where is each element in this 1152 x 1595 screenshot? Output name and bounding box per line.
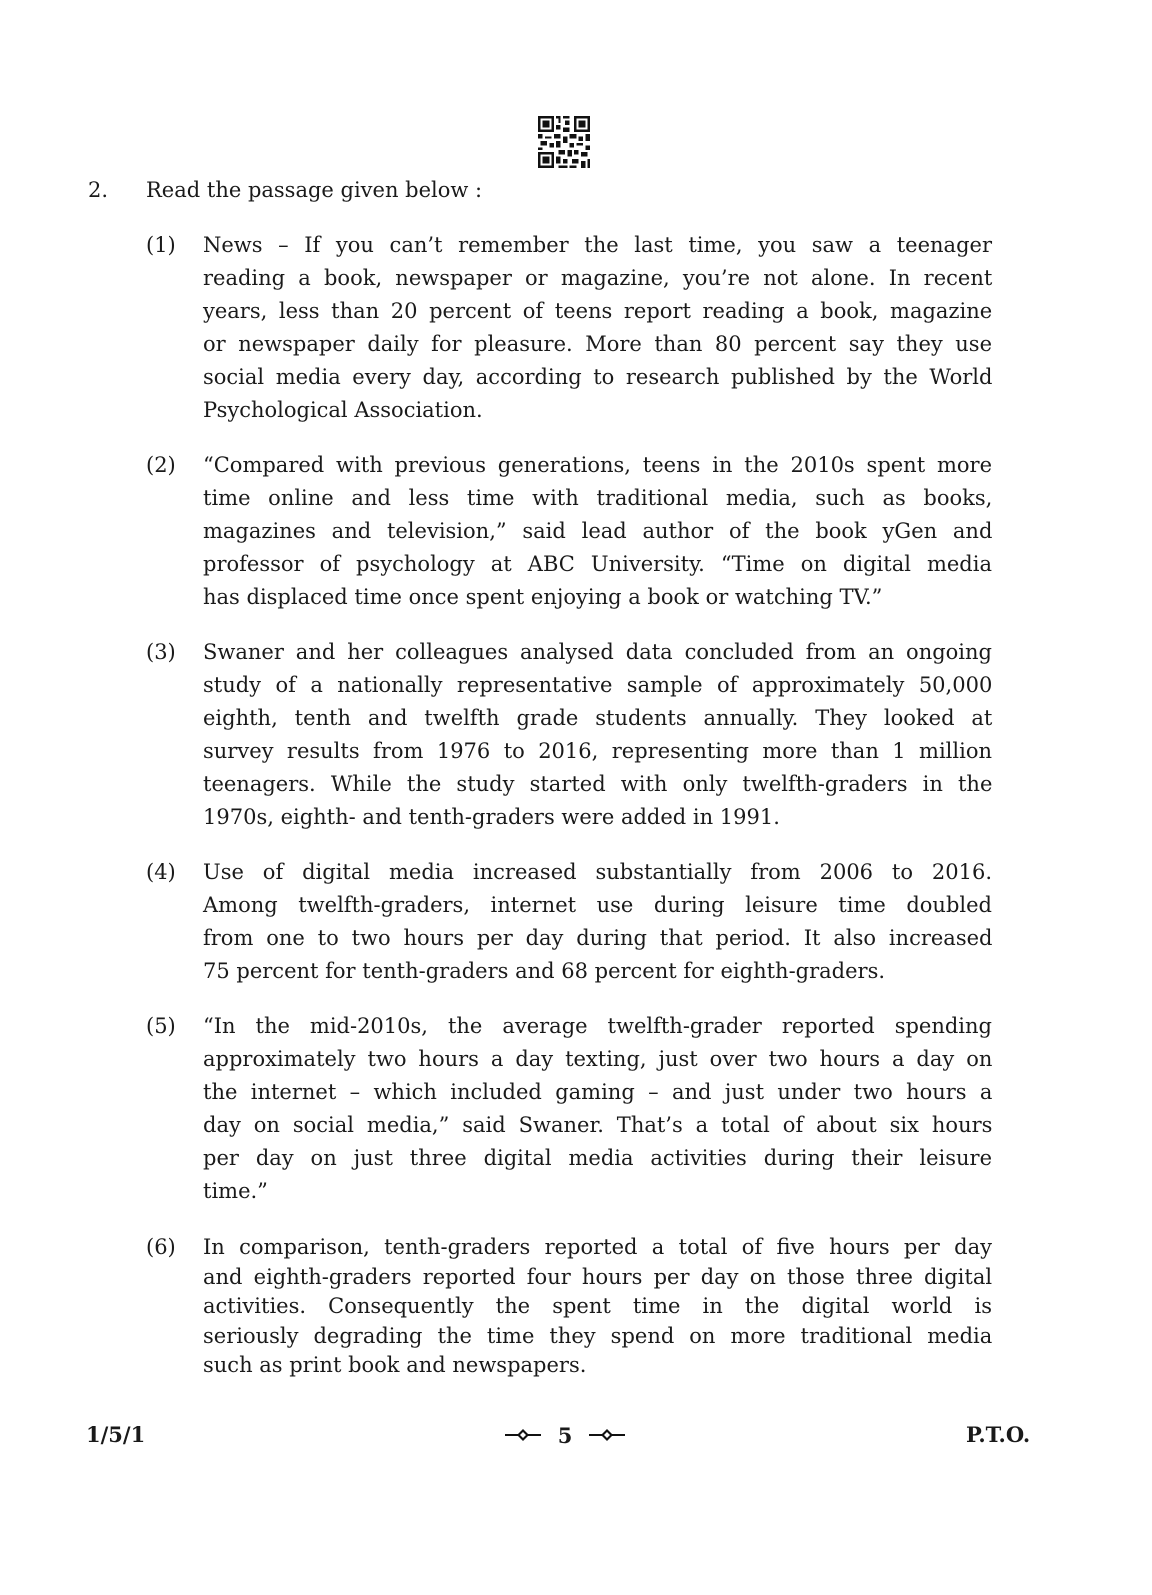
text-line: seriously degrading the time they spend on more traditional media xyxy=(203,1323,993,1348)
page-number: 5 xyxy=(557,1422,573,1448)
text-line: Among twelfth-graders, internet use during leisure time doubled xyxy=(203,893,992,917)
text-line: In comparison, tenth-graders reported a total of five hours per day xyxy=(203,1235,992,1259)
question-number: 2. xyxy=(88,178,109,202)
text-line: Swaner and her colleagues analysed data concluded from an ongoing xyxy=(203,640,992,664)
question-title: Read the passage given below : xyxy=(146,178,483,202)
text-line: social media every day, according to research published by the World xyxy=(203,365,993,389)
paragraph-body xyxy=(203,1233,992,1381)
text-line: “Compared with previous generations, teens in the 2010s spent more xyxy=(203,453,992,477)
paragraph-number: (3) xyxy=(146,640,176,664)
please-turn-over: P.T.O. xyxy=(966,1422,1031,1447)
qr-code-icon xyxy=(536,114,592,170)
text-line: News – If you can’t remember the last time, you saw a teenager xyxy=(203,233,992,257)
text-line: or newspaper daily for pleasure. More than 80 percent say they use xyxy=(203,332,992,356)
text-line: 75 percent for tenth-graders and 68 percent for eighth-graders. xyxy=(203,959,886,983)
text-line: reading a book, newspaper or magazine, you’re not alone. In recent xyxy=(203,266,993,290)
text-line: per day on just three digital media activities during their leisure xyxy=(203,1146,992,1170)
text-line: time.” xyxy=(203,1179,268,1203)
text-line: survey results from 1976 to 2016, representing more than 1 million xyxy=(203,739,992,763)
text-line: activities. Consequently the spent time in the digital world is xyxy=(203,1294,992,1318)
ornament-right-icon xyxy=(589,1428,625,1442)
text-line: the internet – which included gaming – and just under two hours a xyxy=(203,1080,993,1104)
paragraph-number: (6) xyxy=(146,1235,176,1259)
text-line: Use of digital media increased substantially from 2006 to 2016. xyxy=(203,860,993,884)
text-line: magazines and television,” said lead author of the book yGen and xyxy=(203,519,993,543)
text-line: such as print book and newspapers. xyxy=(203,1353,587,1377)
text-line: professor of psychology at ABC University. “Time on digital media xyxy=(203,552,992,576)
paragraph-number: (4) xyxy=(146,860,176,884)
page-number-block xyxy=(505,1420,625,1450)
text-line: day on social media,” said Swaner. That’s a total of about six hours xyxy=(203,1113,993,1137)
paragraph-number: (2) xyxy=(146,453,176,477)
text-line: 1970s, eighth- and tenth-graders were added in 1991. xyxy=(203,805,780,829)
paragraph-body xyxy=(203,856,992,988)
text-line: eighth, tenth and twelfth grade students annually. They looked at xyxy=(203,706,993,730)
paragraph-body xyxy=(203,1010,992,1208)
text-line: Psychological Association. xyxy=(203,398,483,422)
text-line: years, less than 20 percent of teens report reading a book, magazine xyxy=(203,299,993,323)
paragraph-body xyxy=(203,229,992,427)
paragraph-number: (1) xyxy=(146,233,176,257)
ornament-left-icon xyxy=(505,1428,541,1442)
text-line: approximately two hours a day texting, just over two hours a day on xyxy=(203,1047,993,1071)
text-line: has displaced time once spent enjoying a book or watching TV.” xyxy=(203,585,883,609)
paragraph-body xyxy=(203,636,992,834)
paper-code: 1/5/1 xyxy=(86,1422,146,1447)
text-line: teenagers. While the study started with only twelfth-graders in the xyxy=(203,772,993,796)
text-line: from one to two hours per day during that period. It also increased xyxy=(203,926,993,950)
paragraph-body xyxy=(203,449,992,614)
text-line: “In the mid-2010s, the average twelfth-grader reported spending xyxy=(203,1014,992,1038)
paragraph-number: (5) xyxy=(146,1014,176,1038)
text-line: study of a nationally representative sample of approximately 50,000 xyxy=(203,673,993,697)
text-line: time online and less time with traditional media, such as books, xyxy=(203,486,993,510)
text-line: and eighth-graders reported four hours per day on those three digital xyxy=(203,1264,993,1289)
